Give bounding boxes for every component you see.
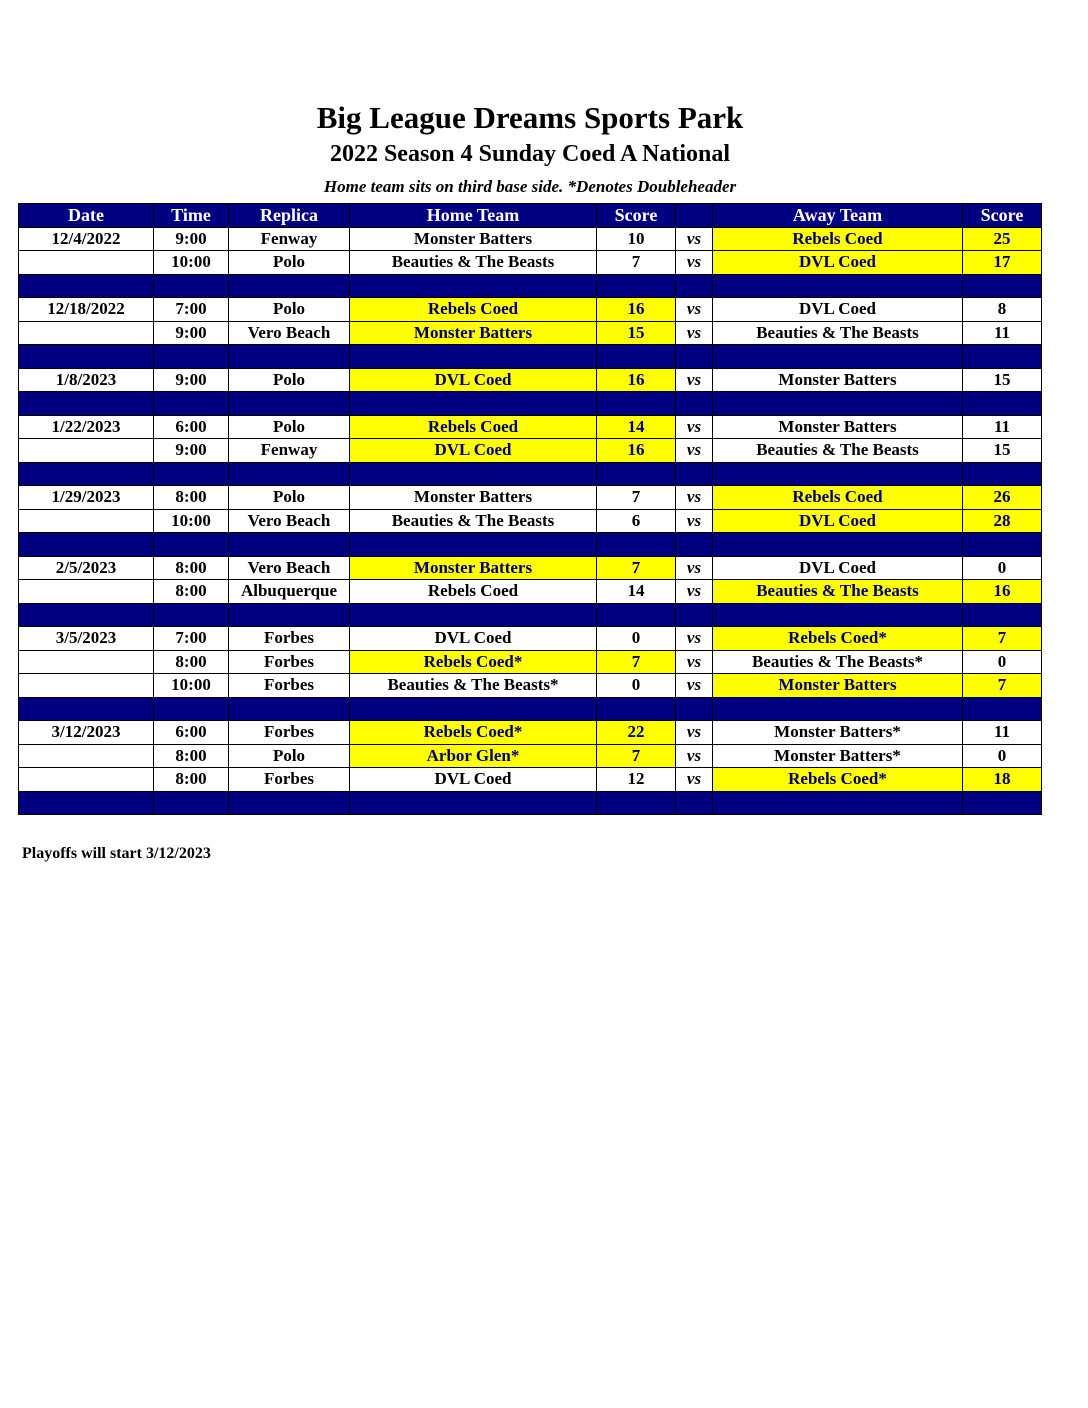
table-row	[19, 674, 1042, 698]
separator-cell	[676, 345, 713, 369]
date-cell: 2/5/2023	[19, 556, 154, 580]
separator-cell	[350, 462, 597, 486]
vs-cell: vs	[676, 744, 713, 768]
separator-cell	[19, 791, 154, 815]
separator-cell	[19, 345, 154, 369]
home-score-cell: 14	[597, 415, 676, 439]
home-score-cell: 7	[597, 556, 676, 580]
away-team-cell: Beauties & The Beasts	[713, 439, 963, 463]
separator-cell	[350, 603, 597, 627]
away-score-cell: 11	[963, 721, 1042, 745]
time-cell: 8:00	[154, 556, 229, 580]
table-row	[19, 580, 1042, 604]
home-team-cell: Beauties & The Beasts*	[350, 674, 597, 698]
separator-cell	[350, 274, 597, 298]
date-cell: 1/8/2023	[19, 368, 154, 392]
replica-cell: Forbes	[229, 627, 350, 651]
home-score-cell: 0	[597, 627, 676, 651]
schedule-note: Home team sits on third base side. *Denotes Doubleheader	[323, 177, 737, 196]
separator-cell	[597, 462, 676, 486]
date-cell	[19, 439, 154, 463]
time-cell: 8:00	[154, 768, 229, 792]
vs-cell: vs	[676, 321, 713, 345]
replica-cell: Forbes	[229, 674, 350, 698]
date-cell: 12/18/2022	[19, 298, 154, 322]
col-header-date: Date	[19, 204, 154, 228]
date-cell	[19, 768, 154, 792]
away-score-cell: 7	[963, 627, 1042, 651]
separator-cell	[963, 392, 1042, 416]
away-score-cell: 15	[963, 439, 1042, 463]
home-team-cell: Beauties & The Beasts	[350, 509, 597, 533]
separator-cell	[676, 462, 713, 486]
away-score-cell: 17	[963, 251, 1042, 275]
date-cell	[19, 580, 154, 604]
separator-cell	[229, 533, 350, 557]
vs-cell: vs	[676, 556, 713, 580]
separator-cell	[597, 697, 676, 721]
separator-cell	[713, 462, 963, 486]
replica-cell: Vero Beach	[229, 321, 350, 345]
separator-row	[19, 533, 1042, 557]
table-row	[19, 486, 1042, 510]
separator-cell	[597, 533, 676, 557]
home-score-cell: 16	[597, 439, 676, 463]
away-team-cell: DVL Coed	[713, 509, 963, 533]
separator-cell	[597, 274, 676, 298]
table-row	[19, 509, 1042, 533]
vs-cell: vs	[676, 415, 713, 439]
away-score-cell: 28	[963, 509, 1042, 533]
vs-cell: vs	[676, 721, 713, 745]
vs-cell: vs	[676, 580, 713, 604]
separator-cell	[963, 791, 1042, 815]
home-team-cell: Rebels Coed	[350, 415, 597, 439]
separator-cell	[350, 345, 597, 369]
replica-cell: Vero Beach	[229, 556, 350, 580]
date-cell: 3/5/2023	[19, 627, 154, 651]
time-cell: 10:00	[154, 674, 229, 698]
home-score-cell: 7	[597, 650, 676, 674]
home-team-cell: Rebels Coed	[350, 298, 597, 322]
time-cell: 7:00	[154, 627, 229, 651]
replica-cell: Fenway	[229, 227, 350, 251]
date-cell	[19, 321, 154, 345]
replica-cell: Fenway	[229, 439, 350, 463]
separator-cell	[19, 603, 154, 627]
date-cell: 12/4/2022	[19, 227, 154, 251]
vs-cell: vs	[676, 439, 713, 463]
separator-cell	[229, 791, 350, 815]
away-score-cell: 25	[963, 227, 1042, 251]
separator-cell	[350, 392, 597, 416]
away-score-cell: 11	[963, 415, 1042, 439]
time-cell: 8:00	[154, 580, 229, 604]
separator-cell	[229, 603, 350, 627]
col-header-replica: Replica	[229, 204, 350, 228]
home-team-cell: DVL Coed	[350, 368, 597, 392]
home-score-cell: 15	[597, 321, 676, 345]
away-team-cell: Rebels Coed	[713, 227, 963, 251]
away-team-cell: Rebels Coed*	[713, 627, 963, 651]
date-cell: 1/22/2023	[19, 415, 154, 439]
time-cell: 8:00	[154, 650, 229, 674]
separator-row	[19, 603, 1042, 627]
away-score-cell: 0	[963, 650, 1042, 674]
separator-cell	[229, 697, 350, 721]
away-score-cell: 0	[963, 744, 1042, 768]
time-cell: 9:00	[154, 368, 229, 392]
table-row	[19, 321, 1042, 345]
separator-cell	[713, 533, 963, 557]
separator-row	[19, 274, 1042, 298]
table-row	[19, 768, 1042, 792]
separator-cell	[676, 533, 713, 557]
separator-cell	[676, 791, 713, 815]
home-score-cell: 16	[597, 368, 676, 392]
vs-cell: vs	[676, 674, 713, 698]
home-team-cell: Rebels Coed*	[350, 650, 597, 674]
vs-cell: vs	[676, 298, 713, 322]
col-header-home-score: Score	[597, 204, 676, 228]
date-cell	[19, 650, 154, 674]
away-score-cell: 15	[963, 368, 1042, 392]
separator-cell	[713, 697, 963, 721]
vs-cell: vs	[676, 251, 713, 275]
away-team-cell: Beauties & The Beasts	[713, 321, 963, 345]
home-score-cell: 6	[597, 509, 676, 533]
col-header-away-score: Score	[963, 204, 1042, 228]
separator-cell	[19, 392, 154, 416]
page-title: Big League Dreams Sports Park	[316, 100, 744, 135]
home-team-cell: Rebels Coed*	[350, 721, 597, 745]
away-team-cell: Beauties & The Beasts	[713, 580, 963, 604]
time-cell: 9:00	[154, 439, 229, 463]
time-cell: 9:00	[154, 227, 229, 251]
col-header-away-team: Away Team	[713, 204, 963, 228]
separator-cell	[19, 462, 154, 486]
vs-cell: vs	[676, 768, 713, 792]
replica-cell: Vero Beach	[229, 509, 350, 533]
separator-cell	[597, 603, 676, 627]
home-team-cell: Rebels Coed	[350, 580, 597, 604]
separator-row	[19, 345, 1042, 369]
date-cell	[19, 744, 154, 768]
separator-cell	[676, 274, 713, 298]
home-score-cell: 16	[597, 298, 676, 322]
home-score-cell: 0	[597, 674, 676, 698]
home-team-cell: Monster Batters	[350, 486, 597, 510]
separator-row	[19, 392, 1042, 416]
replica-cell: Albuquerque	[229, 580, 350, 604]
away-team-cell: Monster Batters*	[713, 721, 963, 745]
separator-cell	[350, 697, 597, 721]
separator-cell	[154, 274, 229, 298]
separator-row	[19, 791, 1042, 815]
separator-row	[19, 697, 1042, 721]
separator-cell	[350, 791, 597, 815]
separator-cell	[676, 603, 713, 627]
home-team-cell: Beauties & The Beasts	[350, 251, 597, 275]
away-team-cell: Monster Batters	[713, 674, 963, 698]
separator-cell	[154, 392, 229, 416]
replica-cell: Polo	[229, 486, 350, 510]
separator-cell	[713, 603, 963, 627]
away-score-cell: 11	[963, 321, 1042, 345]
replica-cell: Polo	[229, 744, 350, 768]
separator-cell	[597, 791, 676, 815]
separator-cell	[229, 274, 350, 298]
replica-cell: Polo	[229, 298, 350, 322]
home-score-cell: 7	[597, 744, 676, 768]
separator-cell	[713, 392, 963, 416]
away-team-cell: DVL Coed	[713, 251, 963, 275]
home-team-cell: DVL Coed	[350, 439, 597, 463]
separator-cell	[597, 345, 676, 369]
header-row	[19, 204, 1042, 228]
vs-cell: vs	[676, 650, 713, 674]
replica-cell: Polo	[229, 415, 350, 439]
separator-cell	[154, 533, 229, 557]
separator-cell	[154, 345, 229, 369]
vs-cell: vs	[676, 368, 713, 392]
home-score-cell: 14	[597, 580, 676, 604]
away-score-cell: 16	[963, 580, 1042, 604]
home-score-cell: 12	[597, 768, 676, 792]
time-cell: 8:00	[154, 486, 229, 510]
away-team-cell: Monster Batters*	[713, 744, 963, 768]
away-team-cell: Beauties & The Beasts*	[713, 650, 963, 674]
date-cell: 3/12/2023	[19, 721, 154, 745]
separator-cell	[19, 697, 154, 721]
separator-cell	[963, 462, 1042, 486]
separator-cell	[713, 791, 963, 815]
separator-row	[19, 462, 1042, 486]
home-score-cell: 7	[597, 486, 676, 510]
table-row	[19, 439, 1042, 463]
home-team-cell: Monster Batters	[350, 556, 597, 580]
date-cell	[19, 251, 154, 275]
time-cell: 6:00	[154, 721, 229, 745]
away-score-cell: 18	[963, 768, 1042, 792]
home-score-cell: 7	[597, 251, 676, 275]
home-team-cell: Arbor Glen*	[350, 744, 597, 768]
separator-cell	[713, 274, 963, 298]
date-cell	[19, 674, 154, 698]
replica-cell: Forbes	[229, 650, 350, 674]
away-score-cell: 7	[963, 674, 1042, 698]
away-team-cell: DVL Coed	[713, 298, 963, 322]
home-score-cell: 10	[597, 227, 676, 251]
replica-cell: Forbes	[229, 768, 350, 792]
table-row	[19, 298, 1042, 322]
replica-cell: Forbes	[229, 721, 350, 745]
time-cell: 9:00	[154, 321, 229, 345]
away-team-cell: DVL Coed	[713, 556, 963, 580]
separator-cell	[154, 603, 229, 627]
table-row	[19, 650, 1042, 674]
away-score-cell: 0	[963, 556, 1042, 580]
separator-cell	[963, 603, 1042, 627]
separator-cell	[676, 697, 713, 721]
separator-cell	[154, 462, 229, 486]
col-header-time: Time	[154, 204, 229, 228]
table-row	[19, 251, 1042, 275]
separator-cell	[597, 392, 676, 416]
schedule-table	[18, 203, 1042, 815]
table-row	[19, 227, 1042, 251]
table-row	[19, 627, 1042, 651]
date-cell: 1/29/2023	[19, 486, 154, 510]
away-team-cell: Monster Batters	[713, 368, 963, 392]
replica-cell: Polo	[229, 368, 350, 392]
separator-cell	[350, 533, 597, 557]
separator-cell	[963, 697, 1042, 721]
separator-cell	[963, 345, 1042, 369]
time-cell: 10:00	[154, 509, 229, 533]
table-row	[19, 721, 1042, 745]
replica-cell: Polo	[229, 251, 350, 275]
time-cell: 7:00	[154, 298, 229, 322]
date-cell	[19, 509, 154, 533]
separator-cell	[963, 274, 1042, 298]
separator-cell	[154, 697, 229, 721]
separator-cell	[963, 533, 1042, 557]
away-score-cell: 26	[963, 486, 1042, 510]
separator-cell	[676, 392, 713, 416]
time-cell: 10:00	[154, 251, 229, 275]
separator-cell	[229, 345, 350, 369]
table-row	[19, 744, 1042, 768]
home-team-cell: Monster Batters	[350, 321, 597, 345]
separator-cell	[19, 274, 154, 298]
home-team-cell: DVL Coed	[350, 768, 597, 792]
vs-cell: vs	[676, 627, 713, 651]
away-score-cell: 8	[963, 298, 1042, 322]
separator-cell	[19, 533, 154, 557]
col-header-home-team: Home Team	[350, 204, 597, 228]
time-cell: 8:00	[154, 744, 229, 768]
home-team-cell: Monster Batters	[350, 227, 597, 251]
home-score-cell: 22	[597, 721, 676, 745]
separator-cell	[713, 345, 963, 369]
page-subtitle: 2022 Season 4 Sunday Coed A National	[329, 141, 731, 167]
away-team-cell: Rebels Coed	[713, 486, 963, 510]
vs-cell: vs	[676, 227, 713, 251]
vs-cell: vs	[676, 509, 713, 533]
separator-cell	[229, 392, 350, 416]
playoffs-note: Playoffs will start 3/12/2023	[22, 845, 211, 862]
away-team-cell: Rebels Coed*	[713, 768, 963, 792]
table-row	[19, 368, 1042, 392]
table-row	[19, 415, 1042, 439]
vs-cell: vs	[676, 486, 713, 510]
separator-cell	[154, 791, 229, 815]
away-team-cell: Monster Batters	[713, 415, 963, 439]
separator-cell	[229, 462, 350, 486]
table-row	[19, 556, 1042, 580]
time-cell: 6:00	[154, 415, 229, 439]
home-team-cell: DVL Coed	[350, 627, 597, 651]
col-header-vs	[676, 204, 713, 228]
